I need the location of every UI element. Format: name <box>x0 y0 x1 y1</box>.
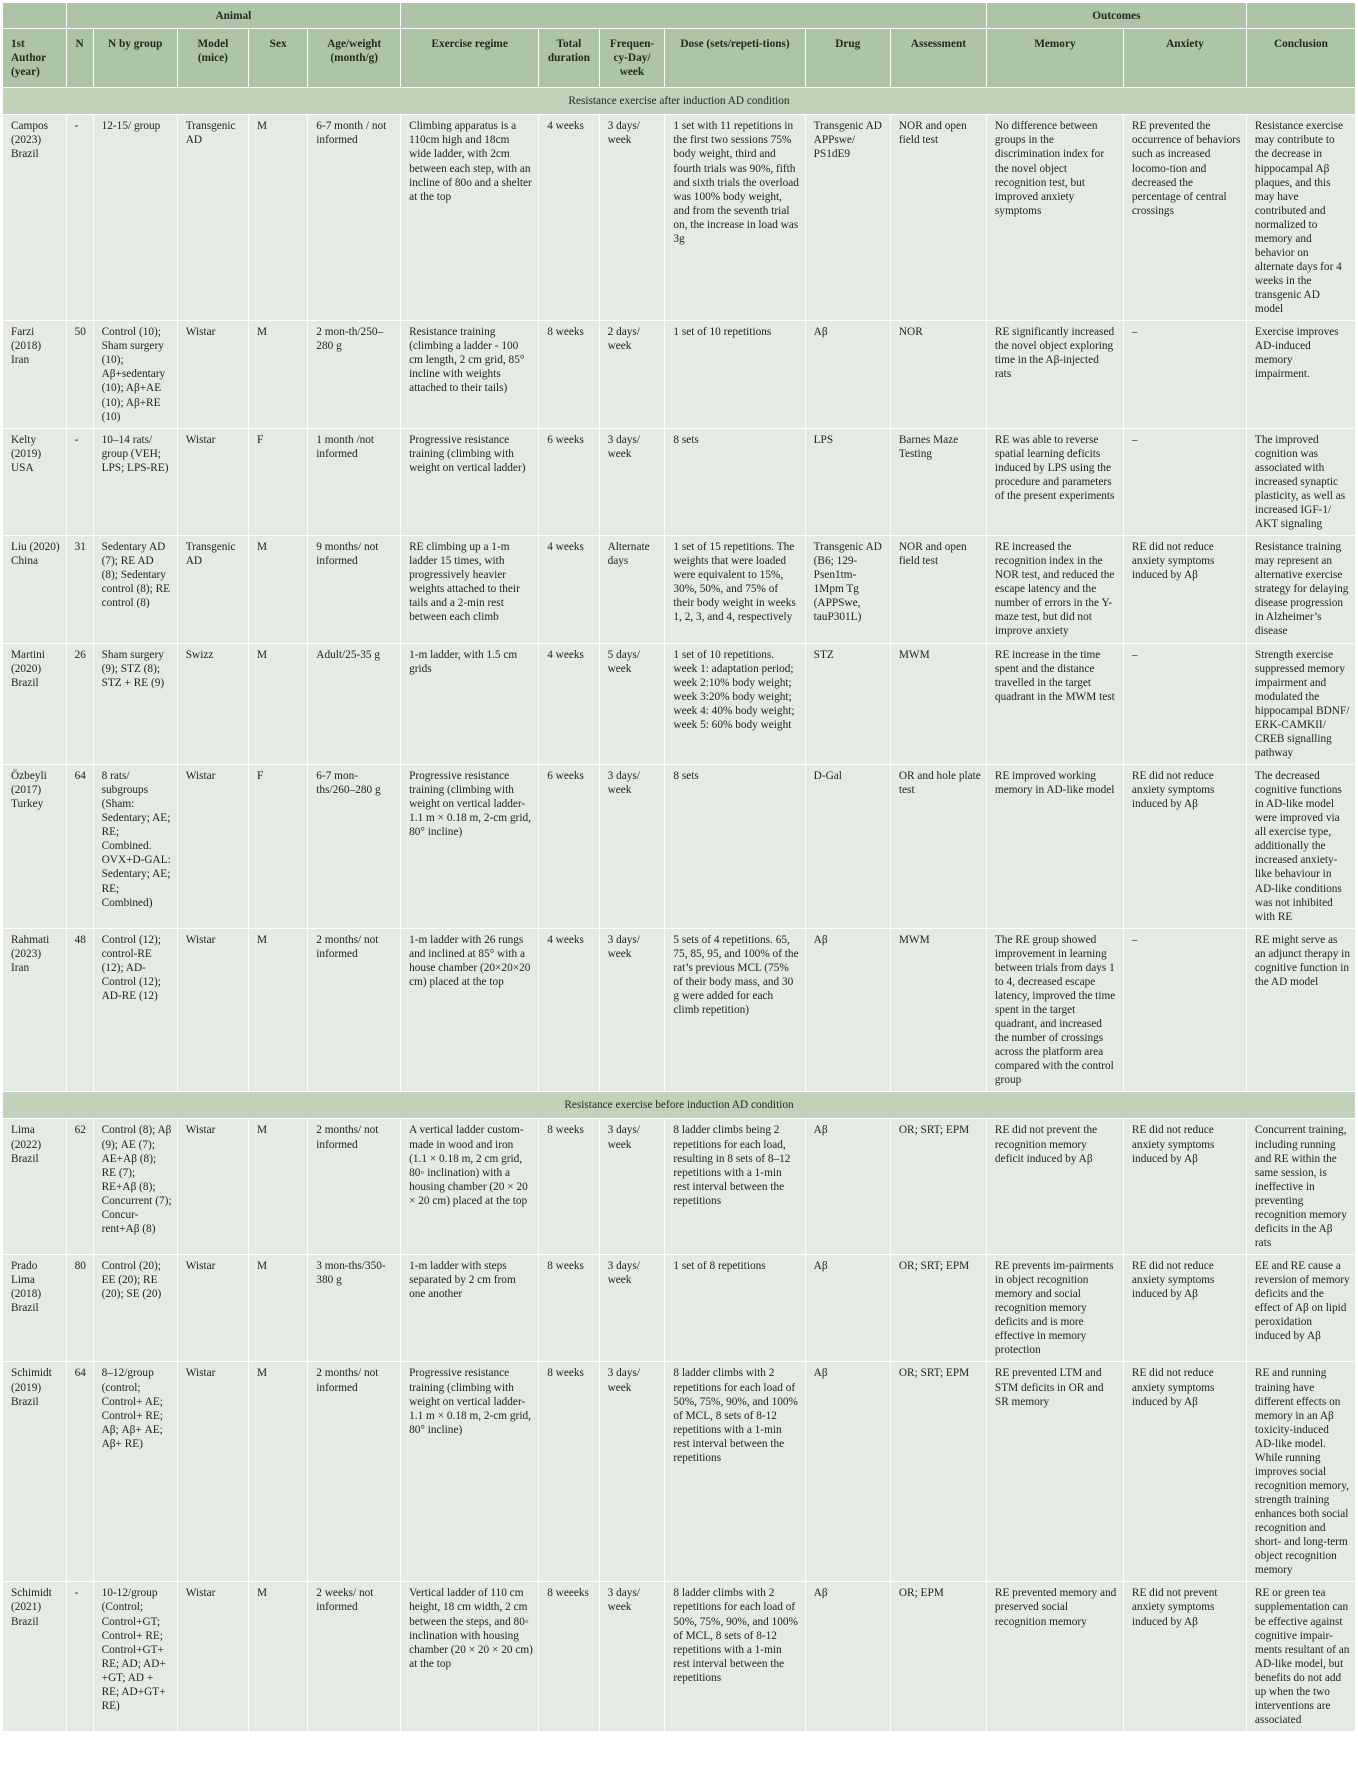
cell-sex: F <box>248 765 307 929</box>
header-blank <box>3 3 67 29</box>
cell-sex: M <box>248 1255 307 1362</box>
cell-conclusion: RE or green tea supplementation can be effective against cognitive impair-ments resultant of an AD-like model, but benefits do not add up when the two interventions are associated <box>1246 1582 1355 1732</box>
section-row <box>3 88 1356 115</box>
cell-model: Wistar <box>177 321 248 428</box>
col-sex: Sex <box>248 29 307 88</box>
cell-n: 26 <box>66 643 93 765</box>
cell-author: Martini (2020) Brazil <box>3 643 67 765</box>
cell-frequency: 2 days/ week <box>599 321 665 428</box>
cell-exercise: Progressive resistance training (climbing with weight on vertical ladder- 1.1 m × 0.18 m, 2-cm grid, 80° incline) <box>401 1362 539 1582</box>
cell-drug: D-Gal <box>805 765 890 929</box>
cell-n-by-group: Control (12); control-RE (12); AD-Control (12); AD-RE (12) <box>93 928 177 1092</box>
cell-author: Lima (2022) Brazil <box>3 1119 67 1255</box>
cell-dose: 1 set of 10 repetitions <box>665 321 805 428</box>
cell-n-by-group: Control (20); EE (20); RE (20); SE (20) <box>93 1255 177 1362</box>
cell-sex: M <box>248 643 307 765</box>
cell-duration: 4 weeks <box>539 928 599 1092</box>
cell-assessment: MWM <box>890 928 986 1092</box>
cell-n-by-group: 10–14 rats/ group (VEH; LPS; LPS-RE) <box>93 428 177 535</box>
col-anxiety: Anxiety <box>1123 29 1246 88</box>
cell-duration: 4 weeks <box>539 643 599 765</box>
cell-drug: Aβ <box>805 1119 890 1255</box>
col-drug: Drug <box>805 29 890 88</box>
cell-n: 64 <box>66 1362 93 1582</box>
cell-exercise: 1-m ladder with steps separated by 2 cm from one another <box>401 1255 539 1362</box>
cell-drug: Aβ <box>805 1582 890 1732</box>
cell-assessment: OR; EPM <box>890 1582 986 1732</box>
cell-n: - <box>66 115 93 321</box>
cell-age-weight: Adult/25-35 g <box>308 643 401 765</box>
table-row <box>3 643 1356 765</box>
cell-drug: Transgenic AD APPswe/ PS1dE9 <box>805 115 890 321</box>
cell-frequency: 3 days/ week <box>599 1255 665 1362</box>
table-row <box>3 536 1356 643</box>
cell-n-by-group: 8 rats/ subgroups (Sham: Sedentary; AE; RE; Combined. OVX+D-GAL: Sedentary; AE; RE; Combined) <box>93 765 177 929</box>
group-header-animal: Animal <box>66 3 400 29</box>
cell-n-by-group: 10-12/group (Control; Control+GT; Control+ RE; Control+GT+ RE; AD; AD+ +GT; AD + RE; AD+GT+ RE) <box>93 1582 177 1732</box>
cell-duration: 6 weeks <box>539 428 599 535</box>
cell-model: Wistar <box>177 765 248 929</box>
cell-model: Transgenic AD <box>177 536 248 643</box>
cell-assessment: NOR <box>890 321 986 428</box>
cell-drug: Aβ <box>805 928 890 1092</box>
cell-n-by-group: Control (10); Sham surgery (10); Aβ+sedentary (10); Aβ+AE (10); Aβ+RE (10) <box>93 321 177 428</box>
cell-n: 62 <box>66 1119 93 1255</box>
cell-drug: Aβ <box>805 1362 890 1582</box>
cell-exercise: 1-m ladder with 26 rungs and inclined at 85° with a house chamber (20×20×20 cm) placed at the top <box>401 928 539 1092</box>
cell-age-weight: 2 months/ not informed <box>308 1119 401 1255</box>
cell-n-by-group: 8–12/group (control; Control+ AE; Control+ RE; Aβ; Aβ+ AE; Aβ+ RE) <box>93 1362 177 1582</box>
cell-age-weight: 6-7 mon-ths/260–280 g <box>308 765 401 929</box>
cell-anxiety: RE did not reduce anxiety symptoms induced by Aβ <box>1123 1362 1246 1582</box>
cell-frequency: 5 days/ week <box>599 643 665 765</box>
cell-exercise: Progressive resistance training (climbing with weight on vertical ladder- 1.1 m × 0.18 m, 2-cm grid, 80° incline) <box>401 765 539 929</box>
cell-dose: 1 set of 8 repetitions <box>665 1255 805 1362</box>
cell-anxiety: – <box>1123 928 1246 1092</box>
cell-exercise: Climbing apparatus is a 110cm high and 18cm wide ladder, with 2cm between each step, with an incline of 80o and a shelter at the top <box>401 115 539 321</box>
cell-exercise: A vertical ladder custom-made in wood and iron (1.1 × 0.18 m, 2 cm grid, 80◦ inclination) with a housing chamber (20 × 20 × 20 cm) placed at the top <box>401 1119 539 1255</box>
cell-sex: M <box>248 536 307 643</box>
header-blank-middle <box>401 3 987 29</box>
cell-dose: 1 set with 11 repetitions in the first two sessions 75% body weight, third and fourth trials was 90%, fifth and sixth trials the overload was 100% body weight, and from the seventh trial on, the increase in load was 3g <box>665 115 805 321</box>
cell-conclusion: The improved cognition was associated with increased synaptic plasticity, as well as increased IGF-1/ AKT signaling <box>1246 428 1355 535</box>
cell-assessment: OR; SRT; EPM <box>890 1119 986 1255</box>
cell-conclusion: Concurrent training, including running and RE within the same session, is ineffective in preventing recognition memory deficits in the Aβ rats <box>1246 1119 1355 1255</box>
cell-frequency: 3 days/ week <box>599 1119 665 1255</box>
cell-n-by-group: Sham surgery (9); STZ (8); STZ + RE (9) <box>93 643 177 765</box>
cell-anxiety: – <box>1123 643 1246 765</box>
cell-dose: 1 set of 15 repetitions. The weights that were loaded were equivalent to 15%, 30%, 50%, and 75% of their body weight in weeks 1, 2, 3, and 4, respectively <box>665 536 805 643</box>
cell-anxiety: RE did not prevent anxiety symptoms induced by Aβ <box>1123 1582 1246 1732</box>
cell-n: - <box>66 428 93 535</box>
cell-author: Schimidt (2019) Brazil <box>3 1362 67 1582</box>
studies-table <box>2 2 1356 1732</box>
cell-memory: RE significantly increased the novel object exploring time in the Aβ-injected rats <box>986 321 1123 428</box>
cell-memory: The RE group showed improvement in learning between trials from days 1 to 4, decreased escape latency, improved the time spent in the target quadrant, and increased the number of crossings across the platform area compared with the control group <box>986 928 1123 1092</box>
cell-conclusion: The decreased cognitive functions in AD-like model were improved via all exercise type, additionally the increased anxiety-like behaviour in AD-like conditions was not inhibited with RE <box>1246 765 1355 929</box>
cell-author: Campos (2023) Brazil <box>3 115 67 321</box>
cell-dose: 8 ladder climbs with 2 repetitions for each load of 50%, 75%, 90%, and 100% of MCL, 8 sets of 8-12 repetitions with a 1-min rest interval between the repetitions <box>665 1582 805 1732</box>
cell-sex: M <box>248 928 307 1092</box>
cell-memory: RE prevented memory and preserved social recognition memory <box>986 1582 1123 1732</box>
cell-n-by-group: Sedentary AD (7); RE AD (8); Sedentary control (8); RE control (8) <box>93 536 177 643</box>
col-memory: Memory <box>986 29 1123 88</box>
cell-frequency: 3 days/ week <box>599 1582 665 1732</box>
col-assessment: Assessment <box>890 29 986 88</box>
cell-memory: RE prevents im-pairments in object recognition memory and social recognition memory deficits and is more effective in memory protection <box>986 1255 1123 1362</box>
cell-conclusion: Strength exercise suppressed memory impairment and modulated the hippocampal BDNF/ ERK-CAMKII/ CREB signalling pathway <box>1246 643 1355 765</box>
cell-frequency: 3 days/ week <box>599 115 665 321</box>
cell-assessment: OR; SRT; EPM <box>890 1255 986 1362</box>
cell-duration: 8 weeks <box>539 1362 599 1582</box>
cell-dose: 1 set of 10 repetitions. week 1: adaptation period; week 2:10% body weight; week 3:20% body weight; week 4: 40% body weight; week 5: 60% body weight <box>665 643 805 765</box>
cell-dose: 5 sets of 4 repetitions. 65, 75, 85, 95, and 100% of the rat’s previous MCL (75% of their body mass, and 30 g were added for each climb repetition) <box>665 928 805 1092</box>
cell-sex: M <box>248 321 307 428</box>
cell-memory: RE prevented LTM and STM deficits in OR and SR memory <box>986 1362 1123 1582</box>
cell-conclusion: Resistance exercise may contribute to the decrease in hippocampal Aβ plaques, and this may have contributed and normalized to memory and behavior on alternate days for 4 weeks in the transgenic AD model <box>1246 115 1355 321</box>
cell-frequency: Alternate days <box>599 536 665 643</box>
cell-n: 31 <box>66 536 93 643</box>
cell-model: Wistar <box>177 928 248 1092</box>
cell-age-weight: 2 weeks/ not informed <box>308 1582 401 1732</box>
section-title: Resistance exercise before induction AD condition <box>3 1092 1356 1119</box>
cell-conclusion: RE might serve as an adjunct therapy in cognitive function in the AD model <box>1246 928 1355 1092</box>
cell-sex: M <box>248 1119 307 1255</box>
cell-assessment: NOR and open field test <box>890 536 986 643</box>
col-age-weight: Age/weight (month/g) <box>308 29 401 88</box>
cell-n: 50 <box>66 321 93 428</box>
col-duration: Total duration <box>539 29 599 88</box>
cell-sex: M <box>248 115 307 321</box>
cell-model: Wistar <box>177 1582 248 1732</box>
cell-model: Wistar <box>177 1362 248 1582</box>
table-body <box>3 88 1356 1732</box>
cell-frequency: 3 days/ week <box>599 1362 665 1582</box>
group-header-outcomes: Outcomes <box>986 3 1246 29</box>
cell-drug: STZ <box>805 643 890 765</box>
cell-author: Liu (2020) China <box>3 536 67 643</box>
cell-memory: No difference between groups in the discrimination index for the novel object recognition test, but improved anxiety symptoms <box>986 115 1123 321</box>
table-row <box>3 1255 1356 1362</box>
cell-model: Transgenic AD <box>177 115 248 321</box>
cell-age-weight: 2 months/ not informed <box>308 1362 401 1582</box>
cell-age-weight: 6-7 month / not informed <box>308 115 401 321</box>
cell-dose: 8 ladder climbs being 2 repetitions for each load, resulting in 8 sets of 8–12 repetitions with a 1-min rest interval between the repetitions <box>665 1119 805 1255</box>
cell-exercise: RE climbing up a 1-m ladder 15 times, with progressively heavier weights attached to their tails and a 2-min rest between each climb <box>401 536 539 643</box>
cell-model: Wistar <box>177 1119 248 1255</box>
cell-author: Prado Lima (2018) Brazil <box>3 1255 67 1362</box>
cell-n: 48 <box>66 928 93 1092</box>
cell-author: Kelty (2019) USA <box>3 428 67 535</box>
cell-dose: 8 ladder climbs with 2 repetitions for each load of 50%, 75%, 90%, and 100% of MCL, 8 sets of 8-12 repetitions with a 1-min rest interval between the repetitions <box>665 1362 805 1582</box>
cell-duration: 4 weeks <box>539 536 599 643</box>
cell-dose: 8 sets <box>665 765 805 929</box>
cell-drug: Aβ <box>805 1255 890 1362</box>
table-row <box>3 115 1356 321</box>
table-row <box>3 928 1356 1092</box>
cell-anxiety: RE did not reduce anxiety symptoms induced by Aβ <box>1123 765 1246 929</box>
cell-memory: RE was able to reverse spatial learning deficits induced by LPS using the procedure and parameters of the present experiments <box>986 428 1123 535</box>
cell-age-weight: 3 mon-ths/350-380 g <box>308 1255 401 1362</box>
cell-exercise: Vertical ladder of 110 cm height, 18 cm width, 2 cm between the steps, and 80◦ inclination with housing chamber (20 × 20 × 20 cm) at the top <box>401 1582 539 1732</box>
table-row <box>3 1119 1356 1255</box>
cell-assessment: NOR and open field test <box>890 115 986 321</box>
cell-anxiety: RE prevented the occurrence of behaviors such as increased locomo-tion and decreased the percentage of central crossings <box>1123 115 1246 321</box>
cell-model: Swizz <box>177 643 248 765</box>
table-row <box>3 1582 1356 1732</box>
col-frequency: Frequen-cy-Day/ week <box>599 29 665 88</box>
cell-author: Farzi (2018) Iran <box>3 321 67 428</box>
col-exercise: Exercise regime <box>401 29 539 88</box>
cell-exercise: Progressive resistance training (climbing with weight on vertical ladder) <box>401 428 539 535</box>
cell-model: Wistar <box>177 1255 248 1362</box>
cell-duration: 8 weeks <box>539 1255 599 1362</box>
cell-anxiety: – <box>1123 428 1246 535</box>
cell-drug: Transgenic AD (B6; 129-Psen1tm-1Mpm Tg (APPSwe, tauP301L) <box>805 536 890 643</box>
header-blank-right <box>1246 3 1355 29</box>
cell-conclusion: Resistance training may represent an alternative exercise strategy for delaying disease progression in Alzheimer’s disease <box>1246 536 1355 643</box>
col-conclusion: Conclusion <box>1246 29 1355 88</box>
cell-duration: 4 weeks <box>539 115 599 321</box>
cell-author: Schimidt (2021) Brazil <box>3 1582 67 1732</box>
cell-memory: RE increased the recognition index in the NOR test, and reduced the escape latency and the number of errors in the Y-maze test, but did not improve anxiety <box>986 536 1123 643</box>
cell-age-weight: 1 month /not informed <box>308 428 401 535</box>
cell-anxiety: RE did not reduce anxiety symptoms induced by Aβ <box>1123 536 1246 643</box>
cell-n-by-group: 12-15/ group <box>93 115 177 321</box>
section-row <box>3 1092 1356 1119</box>
cell-sex: M <box>248 1362 307 1582</box>
cell-dose: 8 sets <box>665 428 805 535</box>
cell-assessment: Barnes Maze Testing <box>890 428 986 535</box>
cell-conclusion: Exercise improves AD-induced memory impairment. <box>1246 321 1355 428</box>
cell-exercise: 1-m ladder, with 1.5 cm grids <box>401 643 539 765</box>
cell-model: Wistar <box>177 428 248 535</box>
cell-frequency: 3 days/ week <box>599 765 665 929</box>
cell-duration: 8 weeks <box>539 1119 599 1255</box>
table-row <box>3 428 1356 535</box>
cell-sex: F <box>248 428 307 535</box>
cell-anxiety: RE did not reduce anxiety symptoms induced by Aβ <box>1123 1119 1246 1255</box>
cell-duration: 6 weeks <box>539 765 599 929</box>
cell-frequency: 3 days/ week <box>599 928 665 1092</box>
cell-memory: RE improved working memory in AD-like model <box>986 765 1123 929</box>
cell-assessment: MWM <box>890 643 986 765</box>
cell-assessment: OR and hole plate test <box>890 765 986 929</box>
cell-drug: LPS <box>805 428 890 535</box>
cell-conclusion: EE and RE cause a reversion of memory deficits and the effect of Aβ on lipid peroxidation induced by Aβ <box>1246 1255 1355 1362</box>
cell-age-weight: 2 months/ not informed <box>308 928 401 1092</box>
cell-anxiety: – <box>1123 321 1246 428</box>
cell-memory: RE did not prevent the recognition memory deficit induced by Aβ <box>986 1119 1123 1255</box>
cell-conclusion: RE and running training have different effects on memory in an Aβ toxicity-induced AD-like model. While running improves social recognition memory, strength training enhances both social recognition and short- and long-term object recognition memory <box>1246 1362 1355 1582</box>
col-n-by-group: N by group <box>93 29 177 88</box>
cell-n: 64 <box>66 765 93 929</box>
section-title: Resistance exercise after induction AD condition <box>3 88 1356 115</box>
col-n: N <box>66 29 93 88</box>
cell-age-weight: 9 months/ not informed <box>308 536 401 643</box>
cell-sex: M <box>248 1582 307 1732</box>
cell-assessment: OR; SRT; EPM <box>890 1362 986 1582</box>
cell-n: 80 <box>66 1255 93 1362</box>
cell-duration: 8 weeks <box>539 321 599 428</box>
col-dose: Dose (sets/repeti-tions) <box>665 29 805 88</box>
cell-author: Rahmati (2023) Iran <box>3 928 67 1092</box>
cell-exercise: Resistance training (climbing a ladder - 100 cm length, 2 cm grid, 85° incline with weights attached to their tails) <box>401 321 539 428</box>
cell-author: Özbeyli (2017) Turkey <box>3 765 67 929</box>
cell-anxiety: RE did not reduce anxiety symptoms induced by Aβ <box>1123 1255 1246 1362</box>
table-row <box>3 765 1356 929</box>
col-model: Model (mice) <box>177 29 248 88</box>
table-header <box>3 3 1356 88</box>
cell-drug: Aβ <box>805 321 890 428</box>
col-author: 1st Author (year) <box>3 29 67 88</box>
cell-memory: RE increase in the time spent and the distance travelled in the target quadrant in the MWM test <box>986 643 1123 765</box>
cell-frequency: 3 days/ week <box>599 428 665 535</box>
table-row <box>3 1362 1356 1582</box>
cell-age-weight: 2 mon-th/250–280 g <box>308 321 401 428</box>
table-row <box>3 321 1356 428</box>
cell-duration: 8 weeeks <box>539 1582 599 1732</box>
cell-n: - <box>66 1582 93 1732</box>
cell-n-by-group: Control (8); Aβ (9); AE (7); AE+Aβ (8); RE (7); RE+Aβ (8); Concurrent (7); Concur-rent+Aβ (8) <box>93 1119 177 1255</box>
